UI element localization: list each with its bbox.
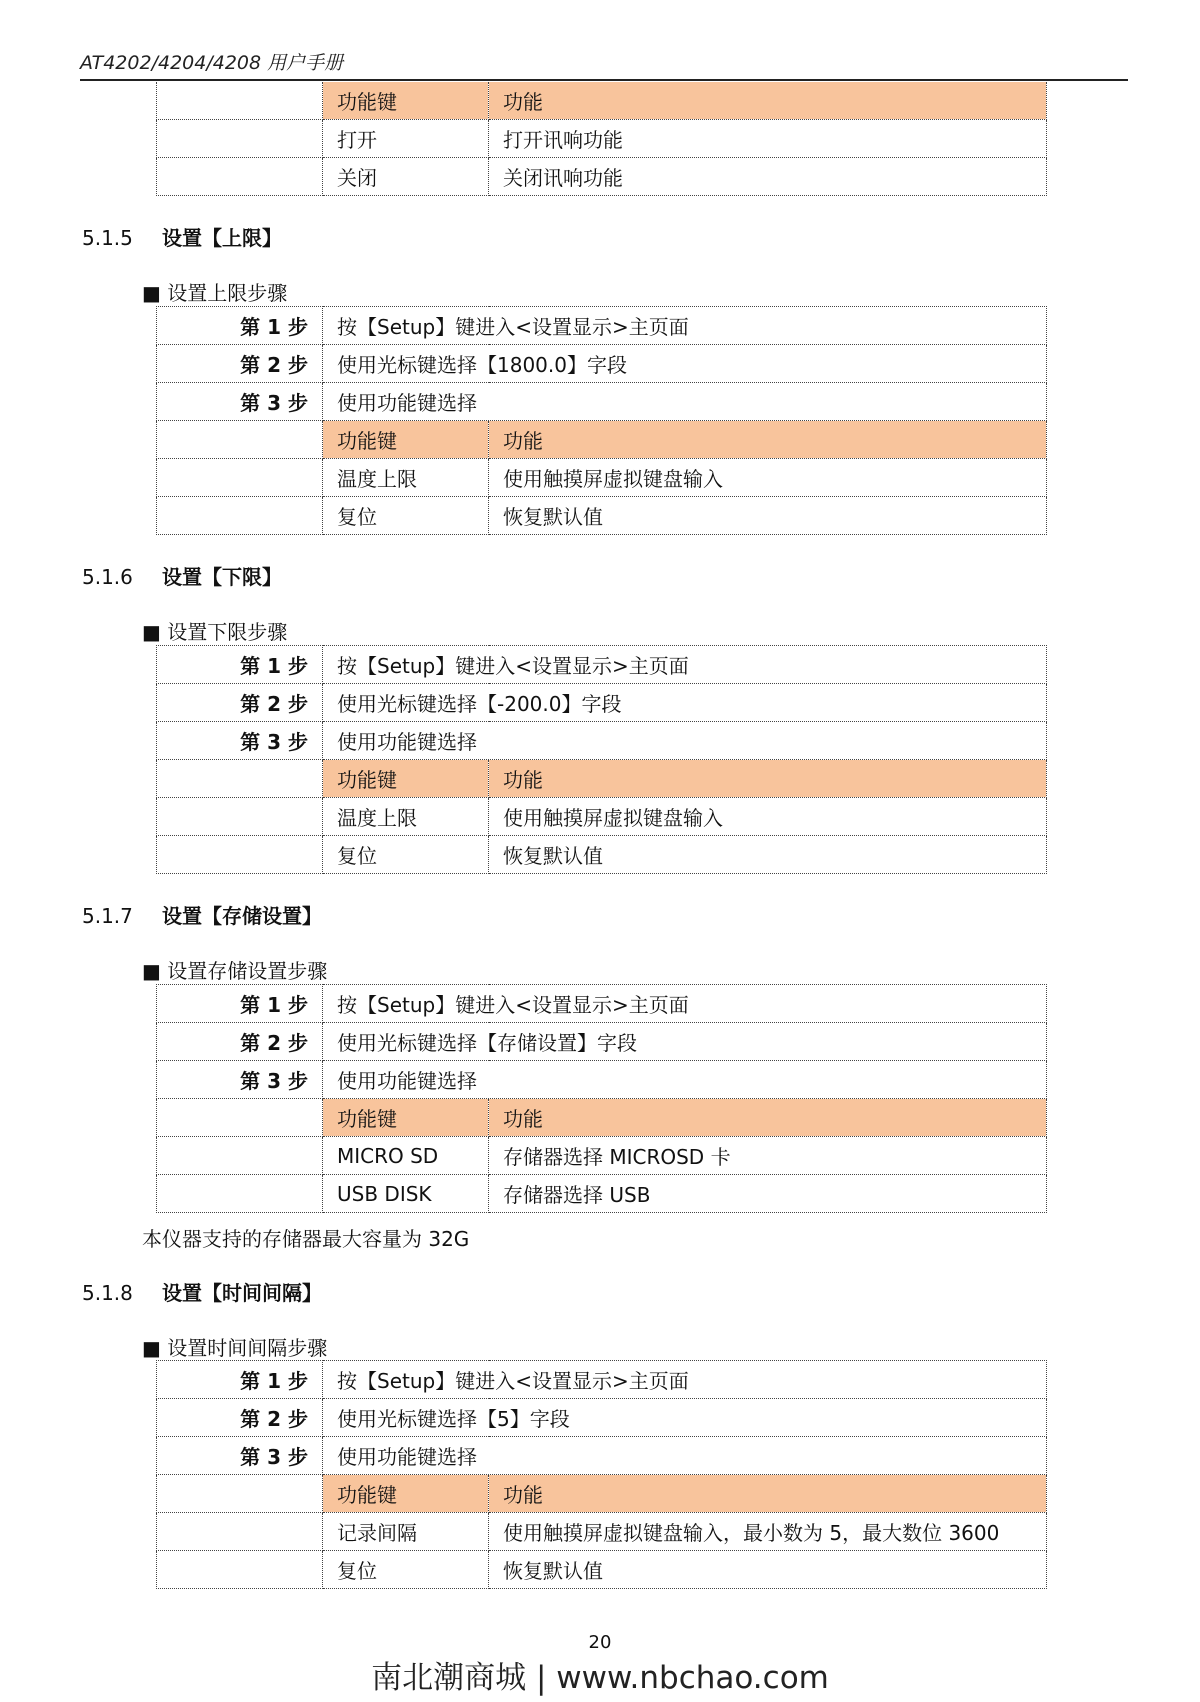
step-label: 第 3 步 xyxy=(157,1437,323,1475)
step-label: 第 1 步 xyxy=(157,307,323,345)
table-row xyxy=(157,1551,1047,1589)
steps-bullet: ■ 设置上限步骤 xyxy=(142,281,288,305)
key-cell: MICRO SD xyxy=(323,1137,489,1175)
step-text: 按【Setup】键进入<设置显示>主页面 xyxy=(323,985,1047,1023)
step-text: 按【Setup】键进入<设置显示>主页面 xyxy=(323,1361,1047,1399)
step-label: 第 3 步 xyxy=(157,383,323,421)
step-label: 第 1 步 xyxy=(157,985,323,1023)
step-text: 使用光标键选择【-200.0】字段 xyxy=(323,684,1047,722)
table-header-row xyxy=(157,1099,1047,1137)
steps-table xyxy=(156,645,1047,874)
step-row xyxy=(157,1399,1047,1437)
page-number: 20 xyxy=(588,1632,612,1653)
function-cell: 恢复默认值 xyxy=(489,1551,1047,1589)
table-header-row xyxy=(157,1475,1047,1513)
section-heading xyxy=(82,1277,322,1306)
header-cell-function: 功能 xyxy=(489,760,1047,798)
steps-table xyxy=(156,984,1047,1213)
function-cell: 使用触摸屏虚拟键盘输入 xyxy=(489,798,1047,836)
key-cell: 复位 xyxy=(323,836,489,874)
header-cell-function: 功能 xyxy=(489,82,1047,120)
function-cell: 存储器选择 USB xyxy=(489,1175,1047,1213)
function-cell: 关闭讯响功能 xyxy=(489,158,1047,196)
step-label: 第 2 步 xyxy=(157,345,323,383)
key-cell: USB DISK xyxy=(323,1175,489,1213)
header-cell-key: 功能键 xyxy=(323,1475,489,1513)
step-row xyxy=(157,1361,1047,1399)
table-header-row xyxy=(157,760,1047,798)
step-row xyxy=(157,1023,1047,1061)
section-title: 设置【上限】 xyxy=(162,226,282,250)
step-row xyxy=(157,383,1047,421)
steps-bullet: ■ 设置时间间隔步骤 xyxy=(142,1336,328,1360)
step-label: 第 3 步 xyxy=(157,1061,323,1099)
table-row xyxy=(157,497,1047,535)
section-number: 5.1.8 xyxy=(82,1281,133,1305)
storage-note: 本仪器支持的存储器最大容量为 32G xyxy=(142,1227,470,1251)
function-cell: 使用触摸屏虚拟键盘输入 xyxy=(489,459,1047,497)
table-header-row xyxy=(157,421,1047,459)
header-cell-function: 功能 xyxy=(489,1475,1047,1513)
step-row xyxy=(157,1061,1047,1099)
table-row xyxy=(157,158,1047,196)
section-heading xyxy=(82,900,322,929)
table-row xyxy=(157,798,1047,836)
header-rule xyxy=(80,79,1128,81)
step-row xyxy=(157,985,1047,1023)
section-title: 设置【时间间隔】 xyxy=(162,1281,322,1305)
function-cell: 恢复默认值 xyxy=(489,497,1047,535)
key-cell: 温度上限 xyxy=(323,459,489,497)
step-text: 按【Setup】键进入<设置显示>主页面 xyxy=(323,646,1047,684)
steps-bullet: ■ 设置存储设置步骤 xyxy=(142,959,328,983)
table-row xyxy=(157,1513,1047,1551)
header-cell-key: 功能键 xyxy=(323,760,489,798)
steps-bullet: ■ 设置下限步骤 xyxy=(142,620,288,644)
key-cell: 温度上限 xyxy=(323,798,489,836)
step-text: 使用光标键选择【1800.0】字段 xyxy=(323,345,1047,383)
step-text: 使用光标键选择【5】字段 xyxy=(323,1399,1047,1437)
section-title: 设置【下限】 xyxy=(162,565,282,589)
table-header-row xyxy=(157,82,1047,120)
section-number: 5.1.6 xyxy=(82,565,133,589)
table-row xyxy=(157,1137,1047,1175)
step-row xyxy=(157,307,1047,345)
function-cell: 使用触摸屏虚拟键盘输入，最小数为 5，最大数位 3600 xyxy=(489,1513,1047,1551)
key-cell: 关闭 xyxy=(323,158,489,196)
table-row xyxy=(157,120,1047,158)
step-label: 第 2 步 xyxy=(157,1399,323,1437)
section-heading xyxy=(82,222,282,251)
step-label: 第 3 步 xyxy=(157,722,323,760)
header-cell-function: 功能 xyxy=(489,1099,1047,1137)
step-label: 第 1 步 xyxy=(157,1361,323,1399)
header-cell-function: 功能 xyxy=(489,421,1047,459)
function-cell: 存储器选择 MICROSD 卡 xyxy=(489,1137,1047,1175)
function-cell: 打开讯响功能 xyxy=(489,120,1047,158)
section-title: 设置【存储设置】 xyxy=(162,904,322,928)
continued-function-table xyxy=(156,82,1047,196)
section-heading xyxy=(82,561,282,590)
table-row xyxy=(157,1175,1047,1213)
step-text: 使用功能键选择 xyxy=(323,722,1047,760)
step-label: 第 2 步 xyxy=(157,684,323,722)
key-cell: 打开 xyxy=(323,120,489,158)
table-row xyxy=(157,459,1047,497)
step-text: 使用光标键选择【存储设置】字段 xyxy=(323,1023,1047,1061)
key-cell: 复位 xyxy=(323,1551,489,1589)
key-cell: 记录间隔 xyxy=(323,1513,489,1551)
step-row xyxy=(157,684,1047,722)
key-cell: 复位 xyxy=(323,497,489,535)
step-row xyxy=(157,1437,1047,1475)
step-text: 使用功能键选择 xyxy=(323,1437,1047,1475)
step-row xyxy=(157,722,1047,760)
step-row xyxy=(157,345,1047,383)
document-header: AT4202/4204/4208 用户手册 xyxy=(80,52,344,74)
header-cell-key: 功能键 xyxy=(323,421,489,459)
step-text: 使用功能键选择 xyxy=(323,1061,1047,1099)
step-row xyxy=(157,646,1047,684)
site-watermark: 南北潮商城 | www.nbchao.com xyxy=(371,1660,829,1696)
step-text: 按【Setup】键进入<设置显示>主页面 xyxy=(323,307,1047,345)
step-label: 第 2 步 xyxy=(157,1023,323,1061)
steps-table xyxy=(156,306,1047,535)
section-number: 5.1.7 xyxy=(82,904,133,928)
steps-table xyxy=(156,1360,1047,1589)
section-number: 5.1.5 xyxy=(82,226,133,250)
header-cell-key: 功能键 xyxy=(323,82,489,120)
step-text: 使用功能键选择 xyxy=(323,383,1047,421)
function-cell: 恢复默认值 xyxy=(489,836,1047,874)
header-cell-key: 功能键 xyxy=(323,1099,489,1137)
step-label: 第 1 步 xyxy=(157,646,323,684)
table-row xyxy=(157,836,1047,874)
